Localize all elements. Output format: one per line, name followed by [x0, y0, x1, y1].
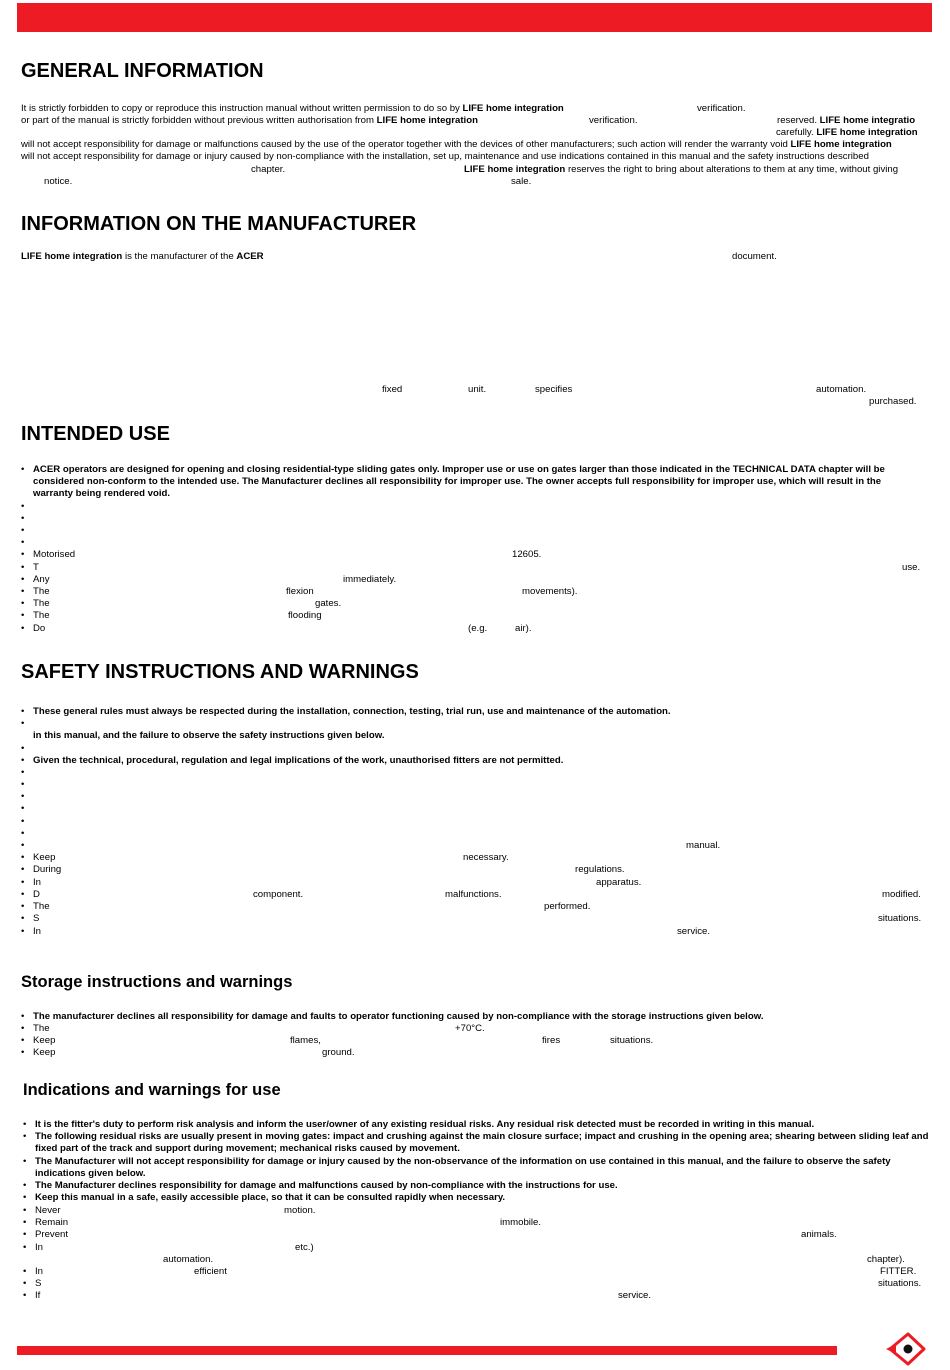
- storage-item-1-end: +70°C.: [455, 1023, 485, 1034]
- general-line-6-start: chapter.: [251, 164, 286, 175]
- bullet: •: [23, 1119, 27, 1130]
- storage-item-2: Keep: [33, 1035, 56, 1046]
- bullet: •: [23, 1242, 27, 1253]
- bullet: •: [21, 877, 25, 888]
- bullet: •: [21, 1023, 25, 1034]
- safety-item-5-end: performed.: [544, 901, 591, 912]
- manufacturer-word-specifies: specifies: [535, 384, 573, 395]
- general-line-1-end: verification.: [697, 103, 746, 114]
- section-title-intended-use: INTENDED USE: [21, 423, 170, 445]
- intended-item-1-end: 12605.: [512, 549, 542, 560]
- safety-item-7: In: [33, 926, 42, 937]
- bullet: •: [21, 513, 25, 524]
- general-line-2: or part of the manual is strictly forbidden without previous written authorisation from LIFE home integration: [21, 115, 478, 126]
- safety-item-5: The: [33, 901, 50, 912]
- bullet: •: [21, 537, 25, 548]
- bullet: •: [21, 743, 25, 754]
- storage-item-1: The: [33, 1023, 50, 1034]
- storage-item-2-a: flames,: [290, 1035, 321, 1046]
- indications-item-8: Prevent: [35, 1229, 69, 1240]
- indications-item-9: In: [35, 1242, 44, 1253]
- bullet: •: [21, 779, 25, 790]
- intended-item-3-end: immediately.: [343, 574, 397, 585]
- bullet: •: [21, 816, 25, 827]
- general-line-3: carefully. LIFE home integration: [776, 127, 918, 138]
- storage-item-3-end: ground.: [322, 1047, 355, 1058]
- section-title-storage: Storage instructions and warnings: [21, 973, 293, 991]
- indications-item-12-end: service.: [618, 1290, 652, 1301]
- bullet: •: [21, 840, 25, 851]
- indications-item-5: Keep this manual in a safe, easily accessible place, so that it can be consulted rapidly when necessary.: [35, 1192, 506, 1203]
- bullet: •: [21, 586, 25, 597]
- intended-item-3: Any: [33, 574, 50, 585]
- bullet: •: [21, 1047, 25, 1058]
- intended-item-1: Motorised: [33, 549, 76, 560]
- bullet: •: [21, 913, 25, 924]
- section-title-manufacturer: INFORMATION ON THE MANUFACTURER: [21, 213, 417, 235]
- manufacturer-line-1: LIFE home integration is the manufacturer of the ACER: [21, 251, 264, 262]
- intended-item-5-end: gates.: [315, 598, 342, 609]
- indications-item-7-end: immobile.: [500, 1217, 542, 1228]
- indications-item-12: If: [35, 1290, 41, 1301]
- bullet: •: [21, 1011, 25, 1022]
- bullet: •: [21, 767, 25, 778]
- safety-item-2: During: [33, 864, 62, 875]
- bullet: •: [21, 623, 25, 634]
- safety-rule-2: in this manual, and the failure to observe the safety instructions given below.: [33, 730, 385, 741]
- bullet: •: [21, 803, 25, 814]
- indications-item-6-end: motion.: [284, 1205, 316, 1216]
- bullet: •: [21, 828, 25, 839]
- indications-item-10: In: [35, 1266, 44, 1277]
- indications-item-11: S: [35, 1278, 42, 1289]
- safety-item-4: D: [33, 889, 40, 900]
- bullet: •: [21, 755, 25, 766]
- intended-item-4-end: movements).: [522, 586, 578, 597]
- bullet: •: [21, 926, 25, 937]
- general-line-2-end: reserved. LIFE home integratio: [777, 115, 916, 126]
- intended-item-7-end: air).: [515, 623, 532, 634]
- bullet: •: [23, 1229, 27, 1240]
- bullet: •: [23, 1180, 27, 1191]
- bullet: •: [21, 525, 25, 536]
- intended-item-7-mid: (e.g.: [468, 623, 488, 634]
- bullet: •: [21, 706, 25, 717]
- section-title-general: GENERAL INFORMATION: [21, 60, 264, 82]
- bullet: •: [23, 1278, 27, 1289]
- section-title-safety: SAFETY INSTRUCTIONS AND WARNINGS: [21, 661, 419, 683]
- safety-rule-manual: manual.: [686, 840, 721, 851]
- safety-item-3-end: apparatus.: [596, 877, 642, 888]
- brand-logo-icon: [884, 1330, 928, 1368]
- safety-item-4-a: component.: [253, 889, 304, 900]
- general-line-7-start: notice.: [44, 176, 73, 187]
- manufacturer-word-automation: automation.: [816, 384, 867, 395]
- bullet: •: [21, 610, 25, 621]
- safety-item-6-end: situations.: [878, 913, 922, 924]
- safety-item-7-end: service.: [677, 926, 711, 937]
- safety-item-1-end: necessary.: [463, 852, 509, 863]
- intended-use-lead: ACER operators are designed for opening and closing residential-type sliding gates only. Improper use or use on gates larger than those indicated in the TECHNICAL DATA chapter will be considered non-conform to the intended use. The Manufacturer declines all responsibility for improper use. The owner accepts full responsibility for improper use, which will result in the warranty being rendered void.: [33, 464, 885, 500]
- safety-item-1: Keep: [33, 852, 56, 863]
- bullet: •: [21, 889, 25, 900]
- indications-item-1: It is the fitter's duty to perform risk analysis and inform the user/owner of any existing residual risks. Any residual risk detected must be recorded in writing in this manual.: [35, 1119, 815, 1130]
- intended-item-4-mid: flexion: [286, 586, 314, 597]
- general-line-6-end: LIFE home integration reserves the right to bring about alterations to them at any time, without giving: [464, 164, 899, 175]
- intended-item-5: The: [33, 598, 50, 609]
- bullet: •: [21, 791, 25, 802]
- bullet: •: [21, 549, 25, 560]
- general-line-5: will not accept responsibility for damage or injury caused by non-compliance with the installation, set up, maintenance and use indications contained in this manual and the safety instructions described: [21, 151, 869, 162]
- manufacturer-line-1-end: document.: [732, 251, 777, 262]
- bullet: •: [21, 562, 25, 573]
- general-line-7-end: sale.: [511, 176, 532, 187]
- bullet: •: [21, 718, 25, 729]
- bullet: •: [21, 598, 25, 609]
- safety-rule-3: Given the technical, procedural, regulation and legal implications of the work, unauthorised fitters are not permitted.: [33, 755, 564, 766]
- bottom-red-bar: [17, 1346, 837, 1355]
- intended-item-2-end: use.: [902, 562, 921, 573]
- safety-item-3: In: [33, 877, 42, 888]
- manufacturer-word-purchased: purchased.: [869, 396, 917, 407]
- indications-item-10-end: FITTER.: [880, 1266, 917, 1277]
- indications-item-8-end: animals.: [801, 1229, 837, 1240]
- bullet: •: [21, 864, 25, 875]
- indications-item-9-b: automation.: [163, 1254, 214, 1265]
- top-red-bar: [17, 3, 932, 32]
- general-line-2-mid: verification.: [589, 115, 638, 126]
- indications-item-9-mid: etc.): [295, 1242, 314, 1253]
- general-line-1: It is strictly forbidden to copy or reproduce this instruction manual without written permission to do so by LIFE home integration: [21, 103, 564, 114]
- intended-item-6: The: [33, 610, 50, 621]
- bullet: •: [23, 1266, 27, 1277]
- safety-item-6: S: [33, 913, 40, 924]
- indications-item-10-mid: efficient: [194, 1266, 227, 1277]
- bullet: •: [21, 464, 25, 475]
- bullet: •: [21, 501, 25, 512]
- intended-item-6-end: flooding: [288, 610, 322, 621]
- safety-item-2-end: regulations.: [575, 864, 625, 875]
- bullet: •: [23, 1217, 27, 1228]
- intended-item-7: Do: [33, 623, 46, 634]
- bullet: •: [21, 574, 25, 585]
- indications-item-11-end: situations.: [878, 1278, 922, 1289]
- bullet: •: [23, 1192, 27, 1203]
- bullet: •: [23, 1290, 27, 1301]
- safety-item-4-b: malfunctions.: [445, 889, 502, 900]
- indications-item-6: Never: [35, 1205, 61, 1216]
- storage-item-3: Keep: [33, 1047, 56, 1058]
- bullet: •: [21, 852, 25, 863]
- indications-item-9-end: chapter).: [867, 1254, 905, 1265]
- indications-item-4: The Manufacturer declines responsibility for damage and malfunctions caused by non-compliance with the instructions for use.: [35, 1180, 618, 1191]
- section-title-indications: Indications and warnings for use: [23, 1081, 281, 1099]
- manufacturer-word-unit: unit.: [468, 384, 487, 395]
- intended-item-2: T: [33, 562, 39, 573]
- general-line-4: will not accept responsibility for damage or malfunctions caused by the use of the operator together with the devices of other manufacturers; such action will render the warranty void LIFE home integration: [21, 139, 892, 150]
- indications-item-7: Remain: [35, 1217, 69, 1228]
- intended-item-4: The: [33, 586, 50, 597]
- safety-rule-1: These general rules must always be respected during the installation, connection, testing, trial run, use and maintenance of the automation.: [33, 706, 671, 717]
- indications-item-2: The following residual risks are usually present in moving gates: impact and crushing against the main closure surface; impact and crushing in the opening area; shearing between sliding leaf and fixed part of the track and support during movement; mechanical risks caused by movement.: [35, 1131, 929, 1155]
- manufacturer-word-fixed: fixed: [382, 384, 403, 395]
- storage-item-2-c: situations.: [610, 1035, 654, 1046]
- storage-item-2-b: fires: [542, 1035, 561, 1046]
- storage-lead: The manufacturer declines all responsibility for damage and faults to operator functioning caused by non-compliance with the storage instructions given below.: [33, 1011, 764, 1022]
- bullet: •: [23, 1156, 27, 1167]
- bullet: •: [21, 901, 25, 912]
- bullet: •: [23, 1205, 27, 1216]
- safety-item-4-c: modified.: [882, 889, 921, 900]
- bullet: •: [21, 1035, 25, 1046]
- bullet: •: [23, 1131, 27, 1142]
- indications-item-3: The Manufacturer will not accept responsibility for damage or injury caused by the non-observance of the information on use contained in this manual, and the failure to observe the safety indications given below.: [35, 1156, 891, 1180]
